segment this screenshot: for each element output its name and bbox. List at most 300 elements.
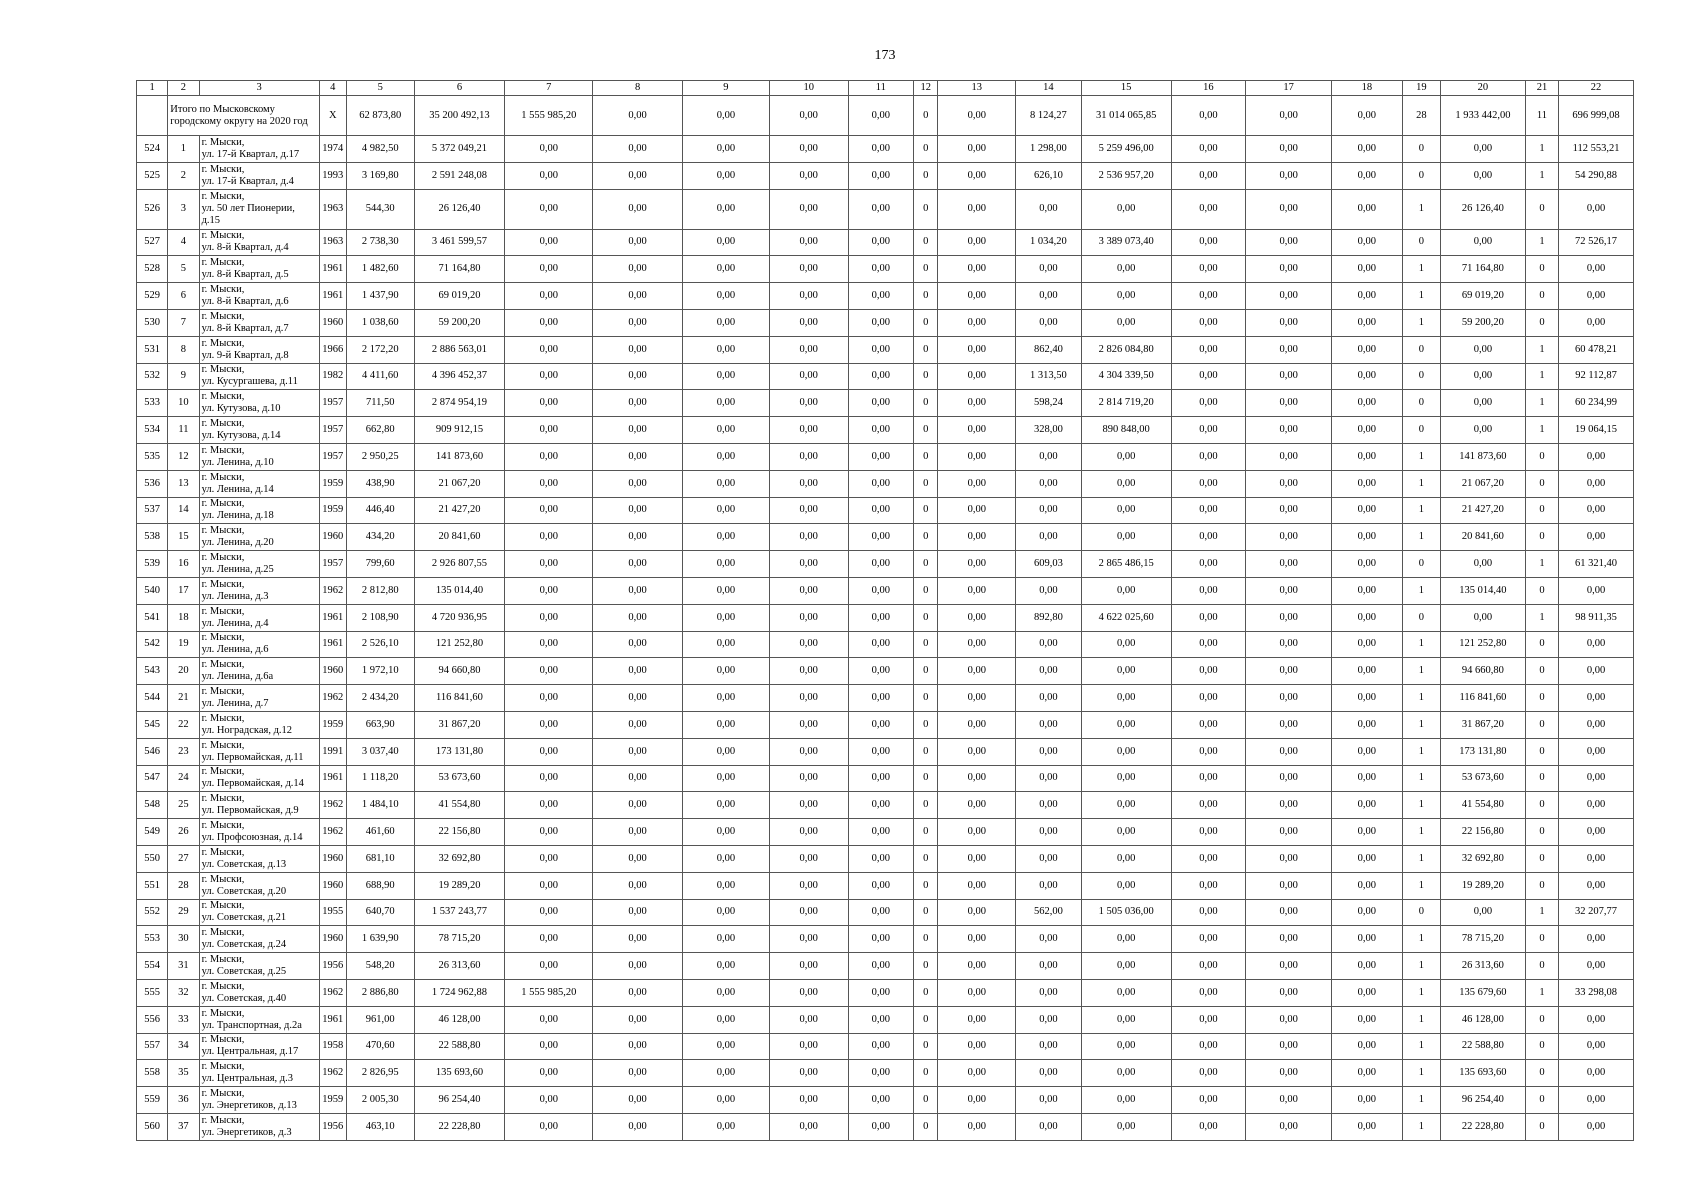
table-row xyxy=(137,524,1634,551)
table-cell: 0,00 xyxy=(769,524,848,551)
table-cell: 0,00 xyxy=(593,953,683,980)
table-cell: 541 xyxy=(137,604,168,631)
table-cell: 538 xyxy=(137,524,168,551)
table-cell: 0,00 xyxy=(1171,443,1246,470)
table-cell: 530 xyxy=(137,309,168,336)
table-cell: 0,00 xyxy=(593,1006,683,1033)
table-cell: 0,00 xyxy=(593,470,683,497)
table-cell: 0,00 xyxy=(1332,1060,1403,1087)
table-cell: 0,00 xyxy=(1332,363,1403,390)
table-cell: 0,00 xyxy=(769,979,848,1006)
table-cell: 0,00 xyxy=(1081,443,1171,470)
table-cell: 2 926 807,55 xyxy=(414,551,505,578)
table-cell: 19 289,20 xyxy=(414,872,505,899)
address-cell: г. Мыски, ул. 8-й Квартал, д.4 xyxy=(199,229,319,256)
table-cell: 0,00 xyxy=(1081,1060,1171,1087)
table-cell: 0,00 xyxy=(683,189,770,229)
table-cell: 663,90 xyxy=(346,711,414,738)
table-cell: 1962 xyxy=(319,979,346,1006)
table-cell: 1960 xyxy=(319,658,346,685)
table-cell: 0,00 xyxy=(1332,819,1403,846)
table-cell: 1 xyxy=(1402,711,1440,738)
table-cell: 0,00 xyxy=(1559,631,1634,658)
table-cell: 0,00 xyxy=(505,577,593,604)
table-cell: 96 254,40 xyxy=(1441,1087,1526,1114)
table-cell: 3 461 599,57 xyxy=(414,229,505,256)
table-cell: 4 622 025,60 xyxy=(1081,604,1171,631)
column-header: 1 xyxy=(137,81,168,96)
table-cell: 0,00 xyxy=(1081,189,1171,229)
table-cell: 0,00 xyxy=(1171,685,1246,712)
table-cell: 0,00 xyxy=(1246,711,1332,738)
table-cell: 1 xyxy=(1525,979,1558,1006)
table-cell: 1 xyxy=(1525,417,1558,444)
total-cell xyxy=(137,96,168,136)
table-cell: 41 554,80 xyxy=(414,792,505,819)
table-cell: 0,00 xyxy=(683,845,770,872)
table-cell: 1 xyxy=(1525,136,1558,163)
table-cell: 0,00 xyxy=(769,551,848,578)
table-cell: 461,60 xyxy=(346,819,414,846)
table-cell: 71 164,80 xyxy=(1441,256,1526,283)
column-header: 22 xyxy=(1559,81,1634,96)
table-cell: 5 372 049,21 xyxy=(414,136,505,163)
column-header: 20 xyxy=(1441,81,1526,96)
table-cell: 0,00 xyxy=(1016,283,1082,310)
address-cell: г. Мыски, ул. Советская, д.21 xyxy=(199,899,319,926)
table-cell: 688,90 xyxy=(346,872,414,899)
table-cell: 0 xyxy=(1525,1006,1558,1033)
total-cell: 0,00 xyxy=(1171,96,1246,136)
table-cell: 0 xyxy=(914,551,938,578)
table-cell: 0,00 xyxy=(1171,872,1246,899)
table-cell: 1 437,90 xyxy=(346,283,414,310)
table-cell: 0,00 xyxy=(1016,497,1082,524)
table-cell: 0 xyxy=(914,283,938,310)
table-cell: 8 xyxy=(168,336,199,363)
table-cell: 0,00 xyxy=(1246,136,1332,163)
address-cell: г. Мыски, ул. Советская, д.40 xyxy=(199,979,319,1006)
table-cell: 0,00 xyxy=(938,309,1016,336)
table-cell: 1 xyxy=(1525,604,1558,631)
table-cell: 0,00 xyxy=(1171,845,1246,872)
table-cell: 0 xyxy=(914,604,938,631)
table-cell: 5 259 496,00 xyxy=(1081,136,1171,163)
table-cell: 0,00 xyxy=(1171,604,1246,631)
table-cell: 0,00 xyxy=(1081,309,1171,336)
table-cell: 0,00 xyxy=(1441,162,1526,189)
table-cell: 15 xyxy=(168,524,199,551)
table-cell: 0,00 xyxy=(593,1113,683,1140)
table-cell: 0,00 xyxy=(1171,497,1246,524)
table-cell: 1 xyxy=(1525,229,1558,256)
table-cell: 1955 xyxy=(319,899,346,926)
total-cell: 1 555 985,20 xyxy=(505,96,593,136)
table-cell: 2 536 957,20 xyxy=(1081,162,1171,189)
table-cell: 0,00 xyxy=(1332,631,1403,658)
address-cell: г. Мыски, ул. Первомайская, д.14 xyxy=(199,765,319,792)
table-cell: 26 313,60 xyxy=(414,953,505,980)
column-header: 2 xyxy=(168,81,199,96)
table-cell: 0 xyxy=(1402,336,1440,363)
table-cell: 0,00 xyxy=(593,872,683,899)
table-cell: 0,00 xyxy=(938,577,1016,604)
table-cell: 0 xyxy=(914,1060,938,1087)
table-cell: 98 911,35 xyxy=(1559,604,1634,631)
table-cell: 0,00 xyxy=(769,283,848,310)
table-cell: 26 313,60 xyxy=(1441,953,1526,980)
table-cell: 0,00 xyxy=(769,229,848,256)
table-cell: 553 xyxy=(137,926,168,953)
column-header: 18 xyxy=(1332,81,1403,96)
table-cell: 0,00 xyxy=(1016,524,1082,551)
total-cell: 1 933 442,00 xyxy=(1441,96,1526,136)
table-cell: 0,00 xyxy=(1016,256,1082,283)
table-cell: 0,00 xyxy=(1081,845,1171,872)
table-cell: 892,80 xyxy=(1016,604,1082,631)
table-cell: 0,00 xyxy=(769,162,848,189)
table-cell: 0 xyxy=(1402,136,1440,163)
table-cell: 2 434,20 xyxy=(346,685,414,712)
table-cell: 0,00 xyxy=(1441,390,1526,417)
table-cell: 681,10 xyxy=(346,845,414,872)
column-header: 11 xyxy=(848,81,914,96)
table-cell: 141 873,60 xyxy=(1441,443,1526,470)
table-cell: 0,00 xyxy=(1332,872,1403,899)
table-cell: 1 xyxy=(1402,819,1440,846)
total-cell: 0 xyxy=(914,96,938,136)
table-cell: 0 xyxy=(914,136,938,163)
table-cell: 18 xyxy=(168,604,199,631)
table-cell: 0,00 xyxy=(1016,1006,1082,1033)
column-header: 17 xyxy=(1246,81,1332,96)
table-row xyxy=(137,845,1634,872)
table-cell: 1 xyxy=(1402,1113,1440,1140)
table-cell: 0,00 xyxy=(683,162,770,189)
table-cell: 3 389 073,40 xyxy=(1081,229,1171,256)
address-cell: г. Мыски, ул. Ленина, д.4 xyxy=(199,604,319,631)
table-cell: 0,00 xyxy=(1171,711,1246,738)
table-cell: 69 019,20 xyxy=(414,283,505,310)
table-cell: 1 505 036,00 xyxy=(1081,899,1171,926)
table-cell: 0,00 xyxy=(1246,229,1332,256)
address-cell: г. Мыски, ул. 8-й Квартал, д.7 xyxy=(199,309,319,336)
address-cell: г. Мыски, ул. 8-й Квартал, д.5 xyxy=(199,256,319,283)
table-cell: 0 xyxy=(914,1087,938,1114)
table-cell: 1 xyxy=(1402,443,1440,470)
table-cell: 0 xyxy=(1525,443,1558,470)
table-cell: 0,00 xyxy=(938,283,1016,310)
column-header: 3 xyxy=(199,81,319,96)
table-cell: 0,00 xyxy=(1081,524,1171,551)
table-cell: 0,00 xyxy=(1171,363,1246,390)
table-cell: 0,00 xyxy=(1559,497,1634,524)
table-cell: 1 xyxy=(1402,765,1440,792)
table-cell: 0,00 xyxy=(1559,926,1634,953)
table-cell: 32 xyxy=(168,979,199,1006)
table-cell: 1 xyxy=(1402,872,1440,899)
table-cell: 0,00 xyxy=(1171,336,1246,363)
address-cell: г. Мыски, ул. Ленина, д.6а xyxy=(199,658,319,685)
table-cell: 0,00 xyxy=(505,1006,593,1033)
table-row xyxy=(137,189,1634,229)
address-cell: г. Мыски, ул. Центральная, д.17 xyxy=(199,1033,319,1060)
table-cell: 559 xyxy=(137,1087,168,1114)
table-row xyxy=(137,872,1634,899)
total-cell: 35 200 492,13 xyxy=(414,96,505,136)
table-cell: 1961 xyxy=(319,765,346,792)
table-cell: 1956 xyxy=(319,953,346,980)
table-cell: 0,00 xyxy=(1016,765,1082,792)
table-cell: 0,00 xyxy=(769,711,848,738)
table-cell: 446,40 xyxy=(346,497,414,524)
table-cell: 22 228,80 xyxy=(1441,1113,1526,1140)
table-cell: 0,00 xyxy=(1016,470,1082,497)
table-cell: 0,00 xyxy=(1081,497,1171,524)
table-cell: 0,00 xyxy=(769,577,848,604)
table-cell: 0,00 xyxy=(769,899,848,926)
table-cell: 12 xyxy=(168,443,199,470)
table-cell: 1959 xyxy=(319,1087,346,1114)
table-cell: 0 xyxy=(1525,872,1558,899)
table-cell: 0,00 xyxy=(1332,497,1403,524)
address-cell: г. Мыски, ул. Ленина, д.20 xyxy=(199,524,319,551)
table-cell: 0 xyxy=(1402,390,1440,417)
table-cell: 0,00 xyxy=(769,363,848,390)
table-cell: 0,00 xyxy=(1559,953,1634,980)
table-cell: 0,00 xyxy=(1441,551,1526,578)
table-cell: 20 841,60 xyxy=(1441,524,1526,551)
table-cell: 0,00 xyxy=(938,738,1016,765)
table-cell: 0,00 xyxy=(1246,1006,1332,1033)
table-cell: 78 715,20 xyxy=(1441,926,1526,953)
table-cell: 26 xyxy=(168,819,199,846)
table-cell: 0 xyxy=(1402,551,1440,578)
column-header: 8 xyxy=(593,81,683,96)
table-row xyxy=(137,470,1634,497)
table-cell: 0,00 xyxy=(1081,711,1171,738)
table-cell: 0 xyxy=(914,309,938,336)
table-cell: 0,00 xyxy=(1559,256,1634,283)
table-cell: 1 xyxy=(1525,162,1558,189)
table-cell: 0,00 xyxy=(938,390,1016,417)
table-cell: 0,00 xyxy=(938,470,1016,497)
table-cell: 0,00 xyxy=(938,792,1016,819)
table-cell: 135 679,60 xyxy=(1441,979,1526,1006)
table-cell: 2 814 719,20 xyxy=(1081,390,1171,417)
table-cell: 543 xyxy=(137,658,168,685)
column-header: 14 xyxy=(1016,81,1082,96)
table-cell: 1 xyxy=(168,136,199,163)
table-cell: 0,00 xyxy=(769,470,848,497)
table-cell: 1 xyxy=(1402,1006,1440,1033)
table-cell: 0,00 xyxy=(505,256,593,283)
total-label: Итого по Мысковскому городскому округу на 2020 год xyxy=(168,96,319,136)
table-cell: 0,00 xyxy=(848,1060,914,1087)
table-cell: 0,00 xyxy=(769,953,848,980)
table-cell: 173 131,80 xyxy=(1441,738,1526,765)
table-cell: 0,00 xyxy=(1246,685,1332,712)
table-cell: 0,00 xyxy=(938,819,1016,846)
table-cell: 0,00 xyxy=(848,926,914,953)
table-cell: 0,00 xyxy=(1171,953,1246,980)
table-cell: 11 xyxy=(168,417,199,444)
table-cell: 961,00 xyxy=(346,1006,414,1033)
table-cell: 27 xyxy=(168,845,199,872)
column-header: 4 xyxy=(319,81,346,96)
table-cell: 0,00 xyxy=(1332,390,1403,417)
table-cell: 0 xyxy=(914,899,938,926)
total-cell: 0,00 xyxy=(593,96,683,136)
table-cell: 525 xyxy=(137,162,168,189)
table-cell: 0,00 xyxy=(769,1006,848,1033)
table-cell: 1 xyxy=(1402,658,1440,685)
table-cell: 22 588,80 xyxy=(1441,1033,1526,1060)
table-cell: 0,00 xyxy=(1559,524,1634,551)
table-cell: 0,00 xyxy=(1081,1006,1171,1033)
table-cell: 0,00 xyxy=(848,551,914,578)
table-cell: 94 660,80 xyxy=(414,658,505,685)
table-cell: 2 591 248,08 xyxy=(414,162,505,189)
table-cell: 0,00 xyxy=(683,229,770,256)
table-cell: 92 112,87 xyxy=(1559,363,1634,390)
table-cell: 2 005,30 xyxy=(346,1087,414,1114)
table-row xyxy=(137,685,1634,712)
table-cell: 0,00 xyxy=(1332,738,1403,765)
table-row xyxy=(137,363,1634,390)
table-cell: 0,00 xyxy=(1246,256,1332,283)
table-cell: 0,00 xyxy=(505,136,593,163)
table-cell: 1960 xyxy=(319,524,346,551)
table-cell: 0,00 xyxy=(505,390,593,417)
table-cell: 0,00 xyxy=(848,309,914,336)
table-cell: 555 xyxy=(137,979,168,1006)
table-cell: 2 874 954,19 xyxy=(414,390,505,417)
table-cell: 0,00 xyxy=(1016,309,1082,336)
table-cell: 0,00 xyxy=(769,443,848,470)
address-cell: г. Мыски, ул. 8-й Квартал, д.6 xyxy=(199,283,319,310)
table-cell: 0,00 xyxy=(769,685,848,712)
column-number-row xyxy=(137,81,1634,96)
table-cell: 1 xyxy=(1402,685,1440,712)
table-cell: 0,00 xyxy=(1332,577,1403,604)
table-cell: 0 xyxy=(1525,711,1558,738)
table-cell: 1 xyxy=(1402,577,1440,604)
table-cell: 0,00 xyxy=(938,979,1016,1006)
table-row xyxy=(137,765,1634,792)
table-cell: 17 xyxy=(168,577,199,604)
table-cell: 0 xyxy=(1525,256,1558,283)
table-cell: 4 982,50 xyxy=(346,136,414,163)
address-cell: г. Мыски, ул. Ленина, д.3 xyxy=(199,577,319,604)
table-cell: 0 xyxy=(914,256,938,283)
table-cell: 0,00 xyxy=(593,899,683,926)
table-cell: 32 692,80 xyxy=(414,845,505,872)
address-cell: г. Мыски, ул. Центральная, д.3 xyxy=(199,1060,319,1087)
table-cell: 0,00 xyxy=(1441,229,1526,256)
table-cell: 0,00 xyxy=(1171,256,1246,283)
table-cell: 0,00 xyxy=(1171,765,1246,792)
table-cell: 135 014,40 xyxy=(1441,577,1526,604)
table-cell: 0,00 xyxy=(1171,417,1246,444)
table-cell: 549 xyxy=(137,819,168,846)
table-cell: 0 xyxy=(914,1006,938,1033)
table-cell: 0,00 xyxy=(683,309,770,336)
table-cell: 0,00 xyxy=(683,1113,770,1140)
table-cell: 4 396 452,37 xyxy=(414,363,505,390)
table-cell: 544,30 xyxy=(346,189,414,229)
table-cell: 0,00 xyxy=(1246,953,1332,980)
table-cell: 0 xyxy=(1525,470,1558,497)
address-cell: г. Мыски, ул. Ленина, д.14 xyxy=(199,470,319,497)
table-cell: 0 xyxy=(914,872,938,899)
table-cell: 0,00 xyxy=(1171,524,1246,551)
table-cell: 0,00 xyxy=(593,443,683,470)
table-cell: 1 xyxy=(1402,1087,1440,1114)
table-cell: 4 411,60 xyxy=(346,363,414,390)
table-cell: 46 128,00 xyxy=(414,1006,505,1033)
table-cell: 0,00 xyxy=(1332,604,1403,631)
table-cell: 1 xyxy=(1402,283,1440,310)
table-cell: 0,00 xyxy=(1081,765,1171,792)
table-cell: 1 xyxy=(1402,631,1440,658)
table-cell: 0,00 xyxy=(1332,551,1403,578)
table-cell: 0,00 xyxy=(769,631,848,658)
table-cell: 0,00 xyxy=(1246,363,1332,390)
table-cell: 0,00 xyxy=(505,872,593,899)
table-cell: 1961 xyxy=(319,631,346,658)
table-cell: 0 xyxy=(914,979,938,1006)
table-cell: 1962 xyxy=(319,685,346,712)
table-cell: 0,00 xyxy=(1332,953,1403,980)
table-cell: 0,00 xyxy=(848,363,914,390)
table-cell: 0,00 xyxy=(1171,283,1246,310)
table-cell: 556 xyxy=(137,1006,168,1033)
table-cell: 0,00 xyxy=(593,363,683,390)
table-cell: 2 950,25 xyxy=(346,443,414,470)
table-cell: 0,00 xyxy=(1332,524,1403,551)
column-header: 15 xyxy=(1081,81,1171,96)
table-cell: 0,00 xyxy=(683,1033,770,1060)
table-cell: 0 xyxy=(1525,309,1558,336)
table-cell: 59 200,20 xyxy=(414,309,505,336)
address-cell: г. Мыски, ул. Ленина, д.6 xyxy=(199,631,319,658)
table-cell: 1957 xyxy=(319,551,346,578)
table-cell: 20 841,60 xyxy=(414,524,505,551)
table-cell: 0,00 xyxy=(1559,309,1634,336)
table-cell: 0 xyxy=(1525,577,1558,604)
table-cell: 19 289,20 xyxy=(1441,872,1526,899)
address-cell: г. Мыски, ул. Ноградская, д.12 xyxy=(199,711,319,738)
table-cell: 0,00 xyxy=(938,551,1016,578)
table-cell: 0,00 xyxy=(505,765,593,792)
table-cell: 28 xyxy=(168,872,199,899)
table-cell: 0,00 xyxy=(1246,524,1332,551)
table-cell: 0,00 xyxy=(683,711,770,738)
table-cell: 0 xyxy=(914,819,938,846)
table-cell: 0,00 xyxy=(593,256,683,283)
table-cell: 0,00 xyxy=(593,658,683,685)
table-cell: 0,00 xyxy=(683,899,770,926)
table-cell: 1960 xyxy=(319,926,346,953)
table-cell: 0,00 xyxy=(593,765,683,792)
table-cell: 0,00 xyxy=(938,899,1016,926)
table-cell: 0,00 xyxy=(848,524,914,551)
table-cell: 30 xyxy=(168,926,199,953)
table-cell: 0,00 xyxy=(1246,819,1332,846)
table-cell: 535 xyxy=(137,443,168,470)
table-cell: 1 xyxy=(1525,363,1558,390)
